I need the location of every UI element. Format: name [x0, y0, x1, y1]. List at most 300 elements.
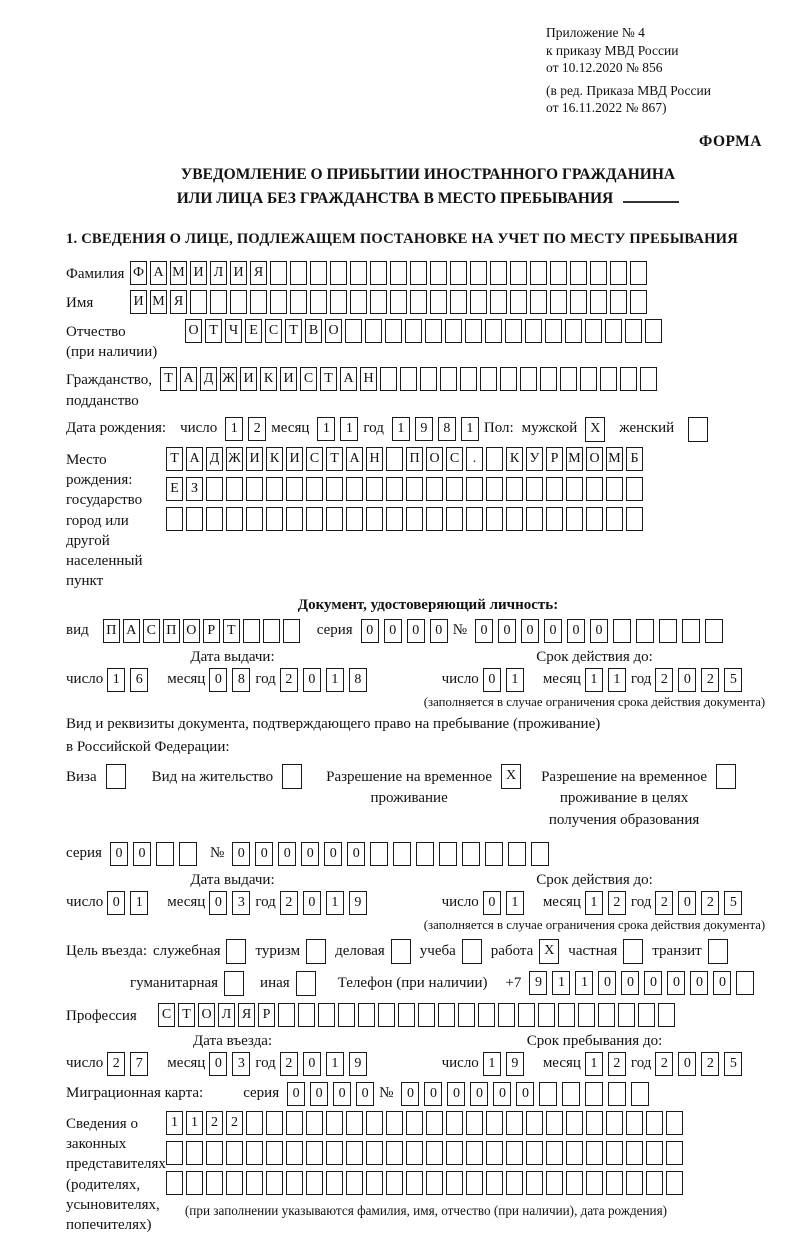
form-cell[interactable] [345, 319, 362, 343]
form-cell[interactable]: 7 [130, 1052, 148, 1076]
form-cell[interactable] [426, 477, 443, 501]
form-cell[interactable] [640, 367, 657, 391]
form-cell[interactable] [346, 1171, 363, 1195]
form-cell[interactable] [410, 290, 427, 314]
form-cell[interactable]: И [230, 261, 247, 285]
form-cell[interactable]: К [506, 447, 523, 471]
form-cell[interactable]: 8 [438, 417, 456, 441]
form-cell[interactable]: О [325, 319, 342, 343]
form-cell[interactable] [620, 367, 637, 391]
form-cell[interactable]: Р [258, 1003, 275, 1027]
form-cell[interactable]: О [426, 447, 443, 471]
form-cell[interactable]: X [539, 939, 559, 964]
form-cell[interactable]: 0 [667, 971, 685, 995]
form-cell[interactable]: О [183, 619, 200, 643]
form-cell[interactable]: 1 [186, 1111, 203, 1135]
form-cell[interactable]: Ф [130, 261, 147, 285]
form-cell[interactable] [306, 1111, 323, 1135]
form-cell[interactable] [736, 971, 754, 995]
form-cell[interactable]: Д [206, 447, 223, 471]
form-cell[interactable] [430, 261, 447, 285]
form-cell[interactable]: Б [626, 447, 643, 471]
form-cell[interactable] [338, 1003, 355, 1027]
form-cell[interactable]: 2 [608, 891, 626, 915]
form-cell[interactable] [246, 1141, 263, 1165]
form-cell[interactable]: Т [285, 319, 302, 343]
form-cell[interactable] [378, 1003, 395, 1027]
form-cell[interactable] [486, 447, 503, 471]
form-cell[interactable]: 2 [280, 1052, 298, 1076]
form-cell[interactable] [531, 842, 549, 866]
form-cell[interactable] [366, 1111, 383, 1135]
form-cell[interactable]: 2 [226, 1111, 243, 1135]
form-cell[interactable] [386, 477, 403, 501]
form-cell[interactable]: 2 [701, 891, 719, 915]
form-cell[interactable]: Е [245, 319, 262, 343]
form-cell[interactable] [585, 1082, 603, 1106]
form-cell[interactable] [608, 1082, 626, 1106]
form-cell[interactable] [606, 507, 623, 531]
form-cell[interactable]: 0 [356, 1082, 374, 1106]
form-cell[interactable] [606, 1111, 623, 1135]
form-cell[interactable] [646, 1141, 663, 1165]
form-cell[interactable]: 0 [498, 619, 516, 643]
form-cell[interactable] [326, 1171, 343, 1195]
form-cell[interactable] [566, 507, 583, 531]
form-cell[interactable]: 2 [655, 668, 673, 692]
form-cell[interactable]: 0 [590, 619, 608, 643]
form-cell[interactable]: 2 [280, 668, 298, 692]
form-cell[interactable]: 0 [209, 891, 227, 915]
form-cell[interactable] [466, 507, 483, 531]
form-cell[interactable]: А [340, 367, 357, 391]
form-cell[interactable] [156, 842, 174, 866]
form-cell[interactable] [610, 290, 627, 314]
form-cell[interactable] [618, 1003, 635, 1027]
form-cell[interactable]: Л [210, 261, 227, 285]
form-cell[interactable] [346, 477, 363, 501]
form-cell[interactable] [306, 507, 323, 531]
form-cell[interactable]: 0 [310, 1082, 328, 1106]
form-cell[interactable] [306, 1141, 323, 1165]
form-cell[interactable] [186, 1171, 203, 1195]
form-cell[interactable] [518, 1003, 535, 1027]
form-cell[interactable] [645, 319, 662, 343]
form-cell[interactable] [613, 619, 631, 643]
form-cell[interactable] [226, 477, 243, 501]
form-cell[interactable] [286, 507, 303, 531]
form-cell[interactable]: 0 [690, 971, 708, 995]
form-cell[interactable] [386, 1141, 403, 1165]
form-cell[interactable] [370, 842, 388, 866]
form-cell[interactable] [286, 1171, 303, 1195]
form-cell[interactable] [390, 261, 407, 285]
form-cell[interactable] [606, 1141, 623, 1165]
form-cell[interactable] [508, 842, 526, 866]
form-cell[interactable] [426, 1171, 443, 1195]
form-cell[interactable] [366, 477, 383, 501]
form-cell[interactable] [546, 477, 563, 501]
form-cell[interactable]: 1 [130, 891, 148, 915]
form-cell[interactable]: 9 [506, 1052, 524, 1076]
form-cell[interactable]: Р [203, 619, 220, 643]
form-cell[interactable] [485, 842, 503, 866]
form-cell[interactable]: 1 [506, 668, 524, 692]
form-cell[interactable] [400, 367, 417, 391]
form-cell[interactable]: Н [360, 367, 377, 391]
form-cell[interactable]: Л [218, 1003, 235, 1027]
form-cell[interactable] [538, 1003, 555, 1027]
form-cell[interactable] [490, 290, 507, 314]
form-cell[interactable] [570, 290, 587, 314]
form-cell[interactable] [263, 619, 280, 643]
form-cell[interactable] [486, 477, 503, 501]
form-cell[interactable] [486, 1141, 503, 1165]
form-cell[interactable]: И [240, 367, 257, 391]
form-cell[interactable] [106, 764, 126, 789]
form-cell[interactable] [646, 1111, 663, 1135]
form-cell[interactable] [465, 319, 482, 343]
form-cell[interactable] [688, 417, 708, 442]
form-cell[interactable] [540, 367, 557, 391]
form-cell[interactable] [486, 1171, 503, 1195]
form-cell[interactable] [326, 1111, 343, 1135]
form-cell[interactable]: Т [166, 447, 183, 471]
form-cell[interactable] [270, 261, 287, 285]
form-cell[interactable] [606, 477, 623, 501]
form-cell[interactable]: X [585, 417, 605, 442]
form-cell[interactable] [586, 1141, 603, 1165]
form-cell[interactable] [278, 1003, 295, 1027]
form-cell[interactable] [510, 261, 527, 285]
form-cell[interactable]: 8 [349, 668, 367, 692]
form-cell[interactable] [386, 447, 403, 471]
form-cell[interactable]: 1 [608, 668, 626, 692]
form-cell[interactable] [506, 507, 523, 531]
form-cell[interactable] [586, 1171, 603, 1195]
form-cell[interactable]: 9 [529, 971, 547, 995]
form-cell[interactable] [266, 1111, 283, 1135]
form-cell[interactable] [346, 1141, 363, 1165]
form-cell[interactable] [418, 1003, 435, 1027]
form-cell[interactable]: 1 [552, 971, 570, 995]
form-cell[interactable] [530, 261, 547, 285]
form-cell[interactable] [179, 842, 197, 866]
form-cell[interactable] [230, 290, 247, 314]
form-cell[interactable] [226, 1141, 243, 1165]
form-cell[interactable]: 0 [209, 1052, 227, 1076]
form-cell[interactable] [526, 1141, 543, 1165]
form-cell[interactable] [446, 1171, 463, 1195]
form-cell[interactable] [626, 1171, 643, 1195]
form-cell[interactable]: 0 [621, 971, 639, 995]
form-cell[interactable]: А [346, 447, 363, 471]
form-cell[interactable] [366, 1171, 383, 1195]
form-cell[interactable] [393, 842, 411, 866]
form-cell[interactable] [250, 290, 267, 314]
form-cell[interactable] [410, 261, 427, 285]
form-cell[interactable]: П [103, 619, 120, 643]
form-cell[interactable]: 0 [133, 842, 151, 866]
form-cell[interactable] [346, 1111, 363, 1135]
form-cell[interactable] [430, 290, 447, 314]
form-cell[interactable]: 0 [303, 1052, 321, 1076]
form-cell[interactable] [290, 261, 307, 285]
form-cell[interactable] [659, 619, 677, 643]
form-cell[interactable] [210, 290, 227, 314]
form-cell[interactable] [460, 367, 477, 391]
form-cell[interactable] [458, 1003, 475, 1027]
form-cell[interactable] [526, 477, 543, 501]
form-cell[interactable]: 0 [713, 971, 731, 995]
form-cell[interactable] [705, 619, 723, 643]
form-cell[interactable] [470, 261, 487, 285]
form-cell[interactable] [286, 1141, 303, 1165]
form-cell[interactable]: 0 [287, 1082, 305, 1106]
form-cell[interactable] [318, 1003, 335, 1027]
form-cell[interactable] [226, 939, 246, 964]
form-cell[interactable] [350, 290, 367, 314]
form-cell[interactable] [462, 842, 480, 866]
form-cell[interactable] [386, 507, 403, 531]
form-cell[interactable] [570, 261, 587, 285]
form-cell[interactable] [510, 290, 527, 314]
form-cell[interactable]: 0 [483, 668, 501, 692]
form-cell[interactable]: С [300, 367, 317, 391]
form-cell[interactable] [226, 1171, 243, 1195]
form-cell[interactable] [560, 367, 577, 391]
form-cell[interactable] [498, 1003, 515, 1027]
form-cell[interactable]: С [306, 447, 323, 471]
form-cell[interactable]: Т [205, 319, 222, 343]
form-cell[interactable] [486, 1111, 503, 1135]
form-cell[interactable]: 9 [349, 1052, 367, 1076]
form-cell[interactable] [370, 261, 387, 285]
form-cell[interactable] [566, 1111, 583, 1135]
form-cell[interactable]: 0 [521, 619, 539, 643]
form-cell[interactable]: 1 [166, 1111, 183, 1135]
form-cell[interactable] [505, 319, 522, 343]
form-cell[interactable] [450, 261, 467, 285]
form-cell[interactable] [480, 367, 497, 391]
form-cell[interactable] [546, 1141, 563, 1165]
form-cell[interactable] [526, 1171, 543, 1195]
form-cell[interactable]: 1 [585, 891, 603, 915]
form-cell[interactable] [386, 1171, 403, 1195]
form-cell[interactable] [478, 1003, 495, 1027]
form-cell[interactable] [490, 261, 507, 285]
form-cell[interactable]: 0 [678, 1052, 696, 1076]
form-cell[interactable]: 2 [655, 891, 673, 915]
form-cell[interactable] [385, 319, 402, 343]
form-cell[interactable]: Т [223, 619, 240, 643]
form-cell[interactable] [405, 319, 422, 343]
form-cell[interactable]: 2 [701, 1052, 719, 1076]
form-cell[interactable]: А [123, 619, 140, 643]
form-cell[interactable] [586, 1111, 603, 1135]
form-cell[interactable]: 0 [493, 1082, 511, 1106]
form-cell[interactable] [446, 507, 463, 531]
form-cell[interactable] [506, 1141, 523, 1165]
form-cell[interactable]: 0 [333, 1082, 351, 1106]
form-cell[interactable] [326, 1141, 343, 1165]
form-cell[interactable] [466, 1111, 483, 1135]
form-cell[interactable] [636, 619, 654, 643]
form-cell[interactable] [626, 1111, 643, 1135]
form-cell[interactable]: К [260, 367, 277, 391]
form-cell[interactable] [626, 1141, 643, 1165]
form-cell[interactable]: П [406, 447, 423, 471]
form-cell[interactable] [310, 290, 327, 314]
form-cell[interactable]: С [143, 619, 160, 643]
form-cell[interactable]: 1 [506, 891, 524, 915]
form-cell[interactable]: З [186, 477, 203, 501]
form-cell[interactable] [520, 367, 537, 391]
form-cell[interactable]: 1 [340, 417, 358, 441]
form-cell[interactable] [366, 507, 383, 531]
form-cell[interactable]: 0 [678, 891, 696, 915]
form-cell[interactable] [365, 319, 382, 343]
form-cell[interactable] [290, 290, 307, 314]
form-cell[interactable] [326, 507, 343, 531]
form-cell[interactable]: 3 [232, 891, 250, 915]
form-cell[interactable] [390, 290, 407, 314]
form-cell[interactable]: И [246, 447, 263, 471]
form-cell[interactable]: 5 [724, 1052, 742, 1076]
form-cell[interactable] [485, 319, 502, 343]
form-cell[interactable]: Я [250, 261, 267, 285]
form-cell[interactable] [346, 507, 363, 531]
form-cell[interactable]: Я [170, 290, 187, 314]
form-cell[interactable] [506, 1111, 523, 1135]
form-cell[interactable] [486, 507, 503, 531]
form-cell[interactable]: 0 [430, 619, 448, 643]
form-cell[interactable]: 0 [361, 619, 379, 643]
form-cell[interactable]: 1 [326, 1052, 344, 1076]
form-cell[interactable] [398, 1003, 415, 1027]
form-cell[interactable]: П [163, 619, 180, 643]
form-cell[interactable]: 0 [483, 891, 501, 915]
form-cell[interactable]: М [170, 261, 187, 285]
form-cell[interactable]: 0 [347, 842, 365, 866]
form-cell[interactable] [623, 939, 643, 964]
form-cell[interactable] [246, 1171, 263, 1195]
form-cell[interactable] [306, 477, 323, 501]
form-cell[interactable] [566, 1171, 583, 1195]
form-cell[interactable]: О [586, 447, 603, 471]
form-cell[interactable] [166, 507, 183, 531]
form-cell[interactable]: Т [320, 367, 337, 391]
form-cell[interactable]: 2 [107, 1052, 125, 1076]
form-cell[interactable] [666, 1141, 683, 1165]
form-cell[interactable] [600, 367, 617, 391]
form-cell[interactable] [526, 1111, 543, 1135]
form-cell[interactable]: 0 [301, 842, 319, 866]
form-cell[interactable] [546, 507, 563, 531]
form-cell[interactable]: Ж [220, 367, 237, 391]
form-cell[interactable]: 8 [232, 668, 250, 692]
form-cell[interactable] [186, 1141, 203, 1165]
form-cell[interactable] [326, 477, 343, 501]
form-cell[interactable]: 6 [130, 668, 148, 692]
form-cell[interactable]: У [526, 447, 543, 471]
form-cell[interactable]: 0 [255, 842, 273, 866]
form-cell[interactable]: 1 [107, 668, 125, 692]
form-cell[interactable] [539, 1082, 557, 1106]
form-cell[interactable] [625, 319, 642, 343]
form-cell[interactable]: X [501, 764, 521, 789]
form-cell[interactable] [266, 507, 283, 531]
form-cell[interactable] [406, 1141, 423, 1165]
form-cell[interactable]: 5 [724, 891, 742, 915]
form-cell[interactable]: 1 [326, 668, 344, 692]
form-cell[interactable]: 0 [598, 971, 616, 995]
form-cell[interactable] [439, 842, 457, 866]
form-cell[interactable] [606, 1171, 623, 1195]
form-cell[interactable] [306, 939, 326, 964]
form-cell[interactable] [350, 261, 367, 285]
form-cell[interactable] [578, 1003, 595, 1027]
form-cell[interactable] [630, 261, 647, 285]
form-cell[interactable] [310, 261, 327, 285]
form-cell[interactable] [440, 367, 457, 391]
form-cell[interactable]: 2 [608, 1052, 626, 1076]
form-cell[interactable] [190, 290, 207, 314]
form-cell[interactable] [426, 507, 443, 531]
form-cell[interactable] [270, 290, 287, 314]
form-cell[interactable] [406, 477, 423, 501]
form-cell[interactable] [286, 1111, 303, 1135]
form-cell[interactable] [565, 319, 582, 343]
form-cell[interactable] [380, 367, 397, 391]
form-cell[interactable]: И [286, 447, 303, 471]
form-cell[interactable]: Д [200, 367, 217, 391]
form-cell[interactable] [708, 939, 728, 964]
form-cell[interactable] [462, 939, 482, 964]
form-cell[interactable] [546, 1171, 563, 1195]
form-cell[interactable]: 0 [278, 842, 296, 866]
form-cell[interactable]: 1 [317, 417, 335, 441]
form-cell[interactable]: А [186, 447, 203, 471]
form-cell[interactable] [446, 1111, 463, 1135]
form-cell[interactable]: 3 [232, 1052, 250, 1076]
form-cell[interactable]: 0 [644, 971, 662, 995]
form-cell[interactable] [466, 1171, 483, 1195]
form-cell[interactable]: 0 [303, 891, 321, 915]
form-cell[interactable] [266, 1171, 283, 1195]
form-cell[interactable] [166, 1171, 183, 1195]
form-cell[interactable] [224, 971, 244, 996]
form-cell[interactable]: 2 [701, 668, 719, 692]
form-cell[interactable] [585, 319, 602, 343]
form-cell[interactable]: Т [160, 367, 177, 391]
form-cell[interactable]: 1 [225, 417, 243, 441]
form-cell[interactable] [166, 1141, 183, 1165]
form-cell[interactable]: 0 [424, 1082, 442, 1106]
form-cell[interactable]: О [185, 319, 202, 343]
form-cell[interactable] [506, 477, 523, 501]
form-cell[interactable]: 0 [544, 619, 562, 643]
form-cell[interactable] [438, 1003, 455, 1027]
form-cell[interactable] [450, 290, 467, 314]
form-cell[interactable] [246, 1111, 263, 1135]
form-cell[interactable] [445, 319, 462, 343]
form-cell[interactable]: 1 [483, 1052, 501, 1076]
form-cell[interactable]: 1 [585, 668, 603, 692]
form-cell[interactable] [286, 477, 303, 501]
form-cell[interactable] [366, 1141, 383, 1165]
form-cell[interactable] [246, 507, 263, 531]
